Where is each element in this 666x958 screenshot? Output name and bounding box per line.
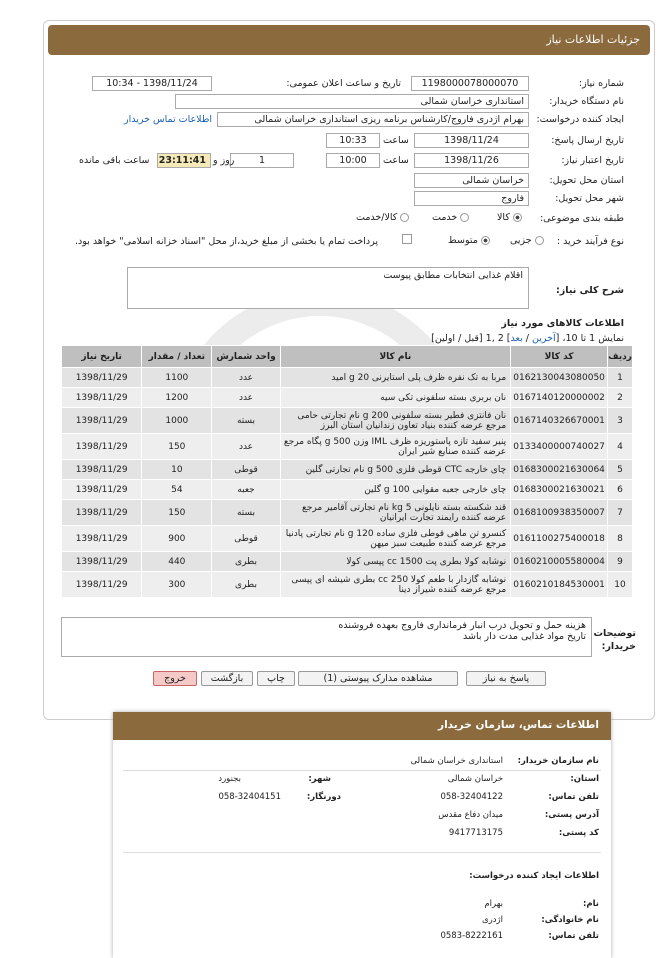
announce-label: تاریخ و ساعت اعلان عمومی:: [286, 78, 401, 89]
org-value: استانداری خراسان شمالی: [410, 756, 503, 766]
pager-last-link[interactable]: آخرین: [532, 333, 556, 344]
notes-line-2: تاریخ مواد غذایی مدت دار باشد: [463, 631, 586, 642]
table-cell: نان بربری بسته سلفونی تکی سیه: [280, 388, 511, 408]
creator-tel-label: تلفن تماس:: [548, 931, 599, 941]
table-cell: 0168300021630064: [511, 460, 608, 480]
creator-label: ایجاد کننده درخواست:: [536, 114, 624, 125]
table-cell: پنیر سفید تازه پاستوریزه ظرف IML وزن 500 g پگاه مرجع عرضه کننده صنایع شیر ایران: [280, 434, 511, 460]
days-field: 1: [230, 153, 294, 168]
table-cell: 1398/11/29: [62, 552, 142, 572]
valid-time-label: ساعت: [383, 155, 409, 166]
table-cell: 0133400000740027: [511, 434, 608, 460]
process-label: نوع فرآیند خرید :: [556, 236, 624, 247]
table-cell: چای خارجه CTC قوطی فلزی 500 g نام تجارتی گلین: [280, 460, 511, 480]
contact-info-link[interactable]: اطلاعات تماس خریدار: [124, 114, 213, 125]
payment-note: پرداخت تمام یا بخشی از مبلغ خرید،از محل "اسناد خزانه اسلامی" خواهد بود.: [75, 236, 378, 247]
notes-field: [61, 617, 592, 657]
table-cell: بطری: [212, 552, 280, 572]
buyer-field: استانداری خراسان شمالی: [175, 94, 529, 109]
table-cell: 150: [142, 500, 212, 526]
table-cell: بسته: [212, 408, 280, 434]
table-cell: 0167140326670001: [511, 408, 608, 434]
table-cell: 440: [142, 552, 212, 572]
post-label: کد پستی:: [558, 828, 599, 838]
table-row: [62, 500, 633, 526]
table-cell: 5: [608, 460, 633, 480]
reply-time-label: ساعت: [383, 135, 409, 146]
need-no-label: شماره نیاز:: [578, 78, 624, 89]
table-row: [62, 572, 633, 598]
contact-card-title: اطلاعات تماس، سازمان خریدار: [113, 712, 611, 740]
table-cell: 1398/11/29: [62, 480, 142, 500]
table-cell: نان فانتزی فطیر بسته سلفونی 200 g نام تجارتی حامی مرجع عرضه کننده بنیاد تعاون زندانیان استان البرز: [280, 408, 511, 434]
table-cell: 2: [608, 388, 633, 408]
table-row: [62, 526, 633, 552]
city-field: فاروج: [414, 191, 529, 206]
city-card-value: بجنورد: [218, 774, 241, 784]
table-cell: 1100: [142, 368, 212, 388]
table-cell: قوطی: [212, 460, 280, 480]
radio-selected-icon[interactable]: [481, 236, 490, 245]
table-row: [62, 460, 633, 480]
goods-table: [61, 345, 633, 598]
valid-date-label: تاریخ اعتبار نیاز:: [561, 155, 624, 166]
radio-icon[interactable]: [460, 213, 469, 222]
creator-info-title: اطلاعات ایجاد کننده درخواست:: [469, 871, 599, 881]
table-cell: 1200: [142, 388, 212, 408]
table-cell: 9: [608, 552, 633, 572]
desc-field: اقلام غذایی انتخابات مطابق پیوست: [127, 267, 529, 309]
family-value: اژدری: [481, 915, 503, 925]
divider: [123, 770, 601, 771]
table-cell: 0168100938350007: [511, 500, 608, 526]
table-cell: 1398/11/29: [62, 388, 142, 408]
addr-value: میدان دفاع مقدس: [438, 810, 503, 820]
remaining-label: ساعت باقی مانده: [79, 155, 150, 166]
reply-date-field: 1398/11/24: [414, 133, 529, 148]
contact-card: [113, 712, 611, 958]
column-header: تعداد / مقدار: [142, 346, 212, 368]
column-header: واحد شمارش: [212, 346, 280, 368]
table-cell: 10: [608, 572, 633, 598]
fax-label: دورنگار:: [306, 792, 341, 802]
category-service-option[interactable]: خدمت: [432, 212, 469, 223]
radio-icon[interactable]: [535, 236, 544, 245]
table-cell: قوطی: [212, 526, 280, 552]
table-row: [62, 368, 633, 388]
announce-field: 1398/11/24 - 10:34: [92, 76, 212, 91]
name-label: نام:: [582, 899, 599, 909]
notes-label: توضیحات خریدار:: [593, 628, 636, 652]
table-cell: بطری: [212, 572, 280, 598]
table-cell: 1398/11/29: [62, 526, 142, 552]
table-cell: 0161100275400018: [511, 526, 608, 552]
table-cell: 1398/11/29: [62, 460, 142, 480]
remaining-time-field: 23:11:41: [157, 153, 211, 168]
divider: [123, 852, 601, 853]
radio-icon[interactable]: [400, 213, 409, 222]
tel-value: 058-32404122: [440, 792, 503, 802]
process-medium-option[interactable]: متوسط: [448, 235, 490, 246]
post-value: 9417713175: [448, 828, 503, 838]
org-label: نام سازمان خریدار:: [517, 756, 599, 766]
desc-label: شرح کلی نیاز:: [555, 285, 624, 296]
table-cell: 7: [608, 500, 633, 526]
table-cell: 0162130043080050: [511, 368, 608, 388]
need-no-field: 1198000078000070: [411, 76, 529, 91]
payment-checkbox[interactable]: [402, 234, 412, 244]
name-value: بهرام: [484, 899, 503, 909]
table-cell: عدد: [212, 368, 280, 388]
table-cell: 6: [608, 480, 633, 500]
process-minor-option[interactable]: جزیی: [510, 235, 544, 246]
attachments-button[interactable]: مشاهده مدارک پیوستی (1): [298, 671, 458, 686]
table-cell: چای خارجی جعبه مقوایی 100 g گلین: [280, 480, 511, 500]
column-header: کد کالا: [511, 346, 608, 368]
table-cell: 300: [142, 572, 212, 598]
table-cell: عدد: [212, 434, 280, 460]
table-cell: 10: [142, 460, 212, 480]
addr-label: آدرس پستی:: [544, 810, 599, 820]
table-cell: جعبه: [212, 480, 280, 500]
notes-line-1: هزینه حمل و تحویل درب انبار فرمانداری فاروج بعهده فروشنده: [338, 620, 586, 631]
table-cell: 8: [608, 526, 633, 552]
table-cell: 54: [142, 480, 212, 500]
radio-selected-icon[interactable]: [513, 213, 522, 222]
table-cell: 0167140120000002: [511, 388, 608, 408]
table-row: [62, 408, 633, 434]
buyer-label: نام دستگاه خریدار:: [549, 96, 624, 107]
city-card-label: شهر:: [308, 774, 331, 784]
column-header: تاریخ نیاز: [62, 346, 142, 368]
fax-value: 058-32404151: [218, 792, 281, 802]
goods-title: اطلاعات کالاهای مورد نیاز: [501, 318, 624, 329]
table-cell: 150: [142, 434, 212, 460]
table-cell: 1398/11/29: [62, 408, 142, 434]
column-header: نام کالا: [280, 346, 511, 368]
table-cell: 1000: [142, 408, 212, 434]
table-row: [62, 388, 633, 408]
category-goods-service-option[interactable]: کالا/خدمت: [356, 212, 409, 223]
province-label: استان محل تحویل:: [549, 175, 624, 186]
table-cell: 1: [608, 368, 633, 388]
reply-button[interactable]: پاسخ به نیاز: [466, 671, 546, 686]
exit-button[interactable]: خروج: [153, 671, 197, 686]
pager: نمایش 1 تا 10، [آخرین / بعد] 2 ,1 [قبل / اولین]: [431, 333, 624, 344]
table-cell: 4: [608, 434, 633, 460]
pager-next-link[interactable]: بعد: [510, 333, 523, 344]
category-label: طبقه بندی موضوعی:: [539, 213, 624, 224]
table-cell: مربا به تک نفره ظرف پلی استایرنی 20 g امید: [280, 368, 511, 388]
column-header: ردیف: [608, 346, 633, 368]
table-cell: 1398/11/29: [62, 434, 142, 460]
table-cell: نوشابه گازدار با طعم کولا 250 cc بطری شیشه ای پپسی مرجع عرضه کننده شیراز دینا: [280, 572, 511, 598]
back-button[interactable]: بازگشت: [201, 671, 253, 686]
tel-label: تلفن تماس:: [548, 792, 599, 802]
table-cell: 1398/11/29: [62, 500, 142, 526]
table-row: [62, 434, 633, 460]
reply-time-field: 10:33: [326, 133, 380, 148]
table-cell: 3: [608, 408, 633, 434]
days-label: روز و: [213, 155, 235, 166]
prov-value: خراسان شمالی: [447, 774, 503, 784]
table-cell: کنسرو تن ماهی قوطی فلزی ساده 120 g نام تجارتی پادنیا مرجع عرضه کننده طبیعت سبز میهن: [280, 526, 511, 552]
table-row: [62, 552, 633, 572]
table-cell: 900: [142, 526, 212, 552]
page-header: جزئیات اطلاعات نیاز: [48, 25, 650, 55]
family-label: نام خانوادگی:: [541, 915, 599, 925]
valid-date-field: 1398/11/26: [414, 153, 529, 168]
valid-time-field: 10:00: [326, 153, 380, 168]
table-cell: 0160210005580004: [511, 552, 608, 572]
city-label: شهر محل تحویل:: [555, 193, 624, 204]
table-cell: 0168300021630021: [511, 480, 608, 500]
table-cell: 1398/11/29: [62, 572, 142, 598]
print-button[interactable]: چاپ: [257, 671, 295, 686]
table-cell: بسته: [212, 500, 280, 526]
category-goods-option[interactable]: کالا: [497, 212, 522, 223]
table-cell: 1398/11/29: [62, 368, 142, 388]
table-cell: قند شکسته بسته نایلونی 5 kg نام تجارتی آقامیر مرجع عرضه کننده رایمند تجارت ایرانیان: [280, 500, 511, 526]
table-row: [62, 480, 633, 500]
table-cell: 0160210184530001: [511, 572, 608, 598]
creator-field: بهرام اژدری فاروج/کارشناس برنامه ریزی استانداری خراسان شمالی: [217, 112, 529, 127]
province-field: خراسان شمالی: [414, 173, 529, 188]
creator-tel-value: 0583-8222161: [440, 931, 503, 941]
reply-date-label: تاریخ ارسال پاسخ:: [551, 135, 624, 146]
prov-label: استان:: [570, 774, 599, 784]
table-cell: عدد: [212, 388, 280, 408]
table-cell: نوشابه کولا بطری پت 1500 cc پپسی کولا: [280, 552, 511, 572]
